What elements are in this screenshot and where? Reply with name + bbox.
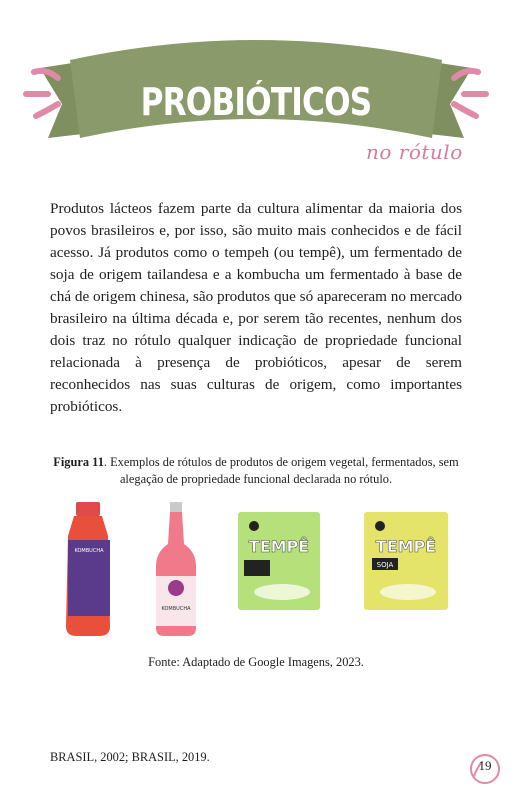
product-images — [60, 500, 460, 640]
pack-label-text: TEMPÊ — [248, 537, 310, 556]
pack-label-text: TEMPÊ — [375, 537, 437, 556]
bottle-label-text: KOMBUCHA — [74, 548, 104, 554]
body-paragraph: Produtos lácteos fazem parte da cultura alimentar da maioria dos povos brasileiros e, por isso, são muito mais conhecidos e de fácil acesso. Já produtos como o tempeh (ou tempê), um fermentado de soja de origem tailandesa e a kombucha um fermentado à base de chá de origem chinesa, são produtos que só apareceram no mercado brasileiro na última década e, por serem tão recentes, nenhum dos dois traz no rótulo qualquer indicação de propriedade funcional relacionada à presença de probióticos, apesar de serem reconhecidos nas suas culturas de origem, como importantes probióticos. — [50, 200, 463, 415]
figure-label: Figura 11 — [53, 455, 104, 469]
figure-caption — [40, 454, 472, 488]
pack-tag-text: SOJA — [376, 561, 394, 569]
page-title: PROBIÓTICOS — [140, 80, 372, 124]
page-number: 19 — [478, 758, 492, 773]
tempeh-pack-green — [238, 512, 320, 610]
page-subtitle: no rótulo — [366, 140, 463, 164]
tempeh-pack-yellow — [364, 512, 448, 610]
figure-caption-text: . Exemplos de rótulos de produtos de origem vegetal, fermentados, sem alegação de propriedade funcional declarada no rótulo. — [103, 455, 459, 486]
figure-source: Fonte: Adaptado de Google Imagens, 2023. — [148, 655, 364, 669]
bottle-label-text: KOMBUCHA — [161, 606, 191, 612]
kombucha-bottle-purple — [66, 502, 110, 636]
footer-reference: BRASIL, 2002; BRASIL, 2019. — [50, 750, 210, 764]
kombucha-bottle-pink — [156, 502, 196, 636]
